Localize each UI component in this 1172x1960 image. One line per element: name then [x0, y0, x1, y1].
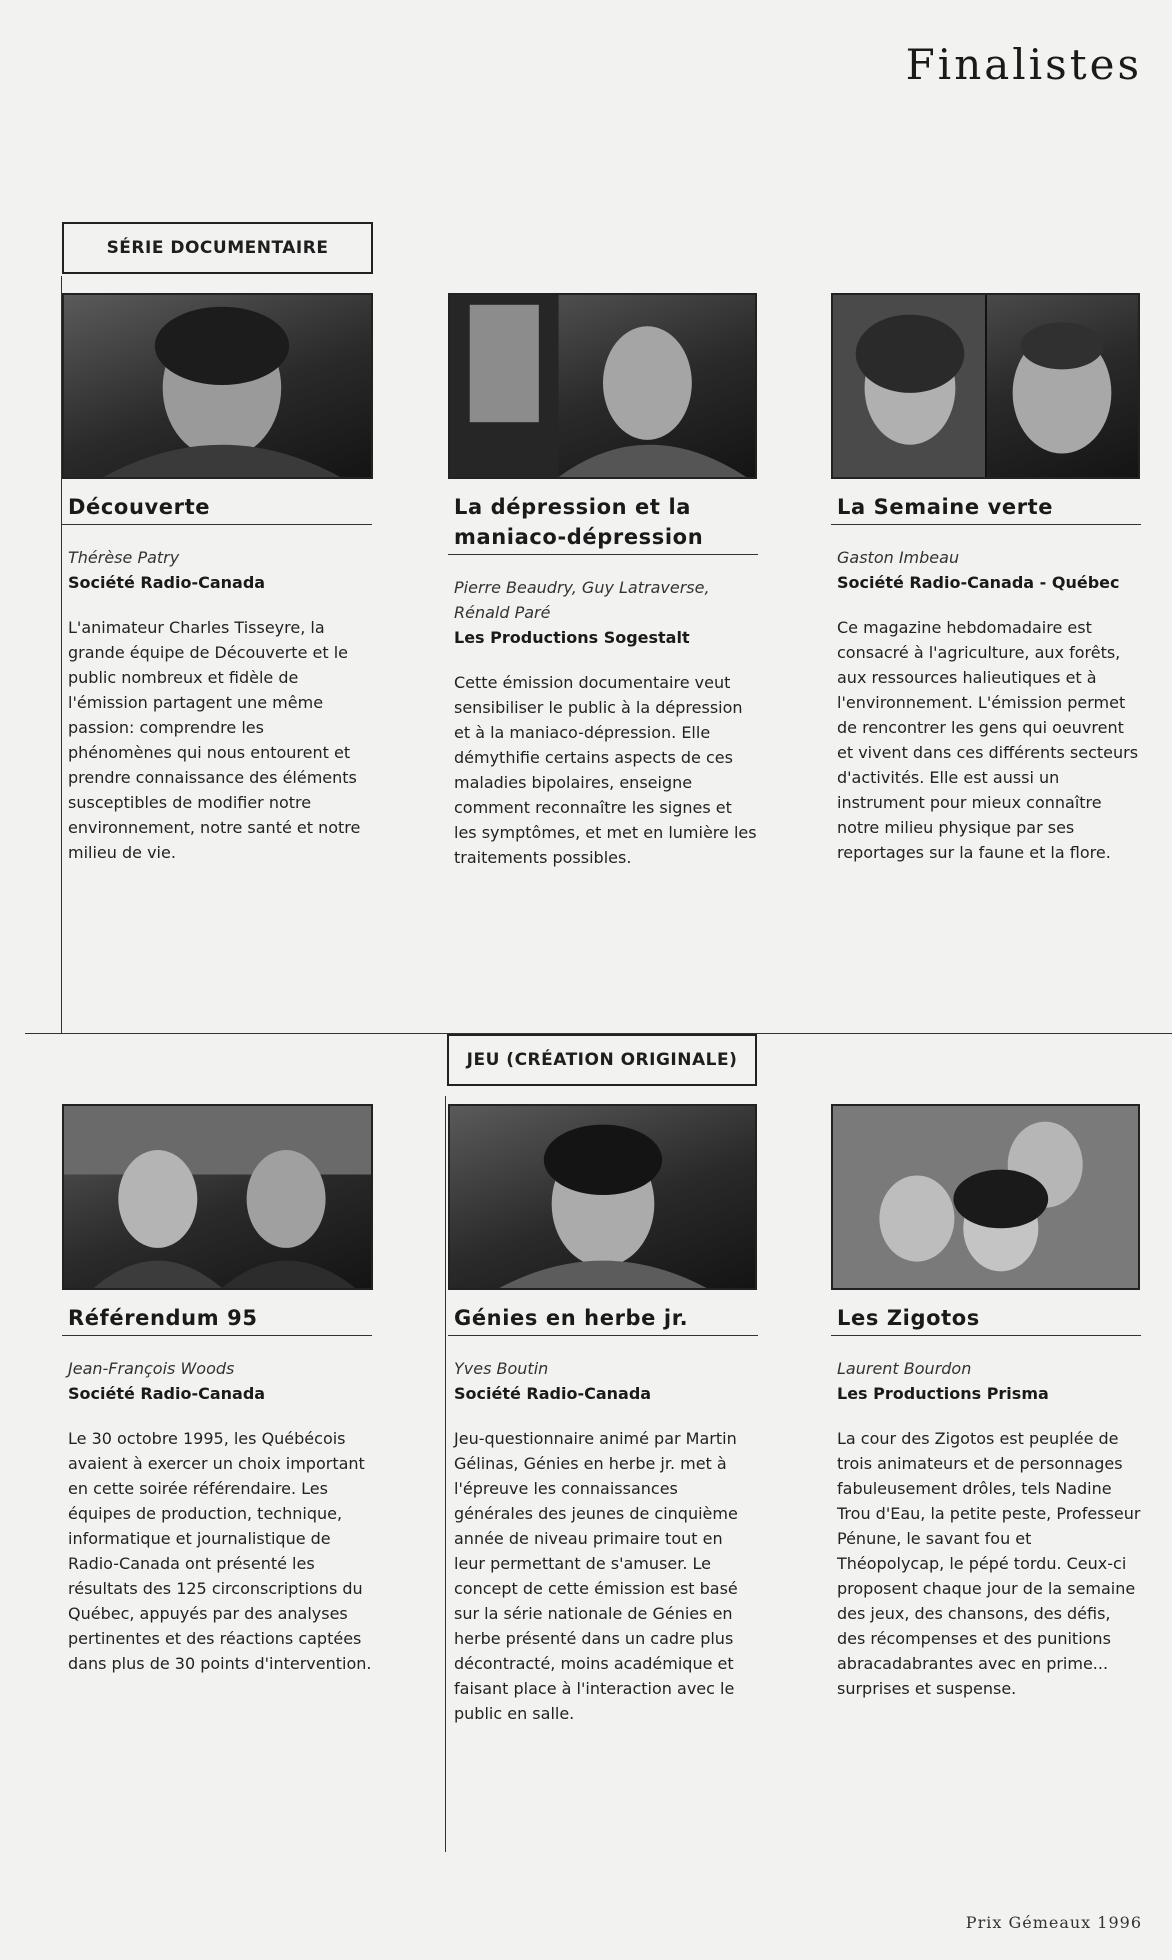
entry-zigotos — [831, 1303, 1141, 1701]
entry-photo-genies — [448, 1104, 757, 1290]
section-header-documentary: SÉRIE DOCUMENTAIRE — [62, 222, 373, 274]
entry-company: Les Productions Prisma — [837, 1384, 1049, 1403]
entry-company: Société Radio-Canada - Québec — [837, 573, 1120, 592]
page-title: Finalistes — [905, 40, 1142, 89]
entry-photo-depression — [448, 293, 757, 479]
entry-description: Jeu-questionnaire animé par Martin Gélinas, Génies en herbe jr. met à l'épreuve les connaissances générales des jeunes de cinquième année de niveau primaire tout en leur permettant de s'amuser. Le concept de cette émission est basé sur la série nationale de Génies en herbe présenté dans un cadre plus décontracté, moins académique et faisant place à l'interaction avec le public en salle. — [454, 1429, 738, 1723]
entry-referendum — [62, 1303, 372, 1676]
entry-title: Découverte — [62, 492, 372, 525]
entry-title: Les Zigotos — [831, 1303, 1141, 1336]
page-footer: Prix Gémeaux 1996 — [965, 1913, 1142, 1932]
entry-photo-decouverte — [62, 293, 373, 479]
entry-genies — [448, 1303, 758, 1726]
entry-title: Référendum 95 — [62, 1303, 372, 1336]
entry-authors: Thérèse Patry — [68, 548, 180, 567]
entry-company: Les Productions Sogestalt — [454, 628, 690, 647]
entry-decouverte — [62, 492, 372, 865]
entry-description: Ce magazine hebdomadaire est consacré à l'agriculture, aux forêts, aux ressources halieutiques et à l'environnement. L'émission permet de rencontrer les gens qui oeuvrent et vivent dans ces différents secteurs d'activités. Elle est aussi un instrument pour mieux connaître notre milieu physique par ses reportages sur la faune et la flore. — [837, 618, 1139, 862]
entry-authors: Yves Boutin — [454, 1359, 549, 1378]
entry-semaine-verte — [831, 492, 1141, 865]
entry-title: La dépression et la maniaco-dépression — [448, 492, 758, 555]
entry-photo-referendum — [62, 1104, 373, 1290]
entry-description: L'animateur Charles Tisseyre, la grande équipe de Découverte et le public nombreux et fidèle de l'émission partagent une même passion: comprendre les phénomènes qui nous entourent et prendre connaissance des éléments susceptibles de modifier notre environnement, notre santé et notre milieu de vie. — [68, 618, 361, 862]
entry-description: La cour des Zigotos est peuplée de trois animateurs et de personnages fabuleusement drôles, tels Nadine Trou d'Eau, la petite peste, Professeur Pénune, le savant fou et Théopolycap, le pépé tordu. Ceux-ci proposent chaque jour de la semaine des jeux, des chansons, des défis, des récompenses et des punitions abracadabrantes avec en prime... surprises et suspense. — [837, 1429, 1141, 1698]
entry-company: Société Radio-Canada — [454, 1384, 652, 1403]
entry-description: Cette émission documentaire veut sensibiliser le public à la dépression et à la maniaco-dépression. Elle démythifie certains aspects de ces maladies bipolaires, enseigne comment reconnaître les signes et les symptômes, et met en lumière les traitements possibles. — [454, 673, 757, 867]
entry-photo-zigotos — [831, 1104, 1140, 1290]
entry-company: Société Radio-Canada — [68, 573, 266, 592]
entry-authors: Pierre Beaudry, Guy Latraverse, Rénald Paré — [454, 578, 710, 622]
entry-authors: Laurent Bourdon — [837, 1359, 972, 1378]
entry-title: Génies en herbe jr. — [448, 1303, 758, 1336]
entry-company: Société Radio-Canada — [68, 1384, 266, 1403]
entry-description: Le 30 octobre 1995, les Québécois avaient à exercer un choix important en cette soirée référendaire. Les équipes de production, technique, informatique et journalistique de Radio-Canada ont présenté les résultats des 125 circonscriptions du Québec, appuyés par des analyses pertinentes et des réactions captées dans plus de 30 points d'intervention. — [68, 1429, 372, 1673]
entry-photo-semaine-verte — [831, 293, 1140, 479]
divider-vertical-middle — [445, 1096, 446, 1852]
entry-authors: Jean-François Woods — [68, 1359, 235, 1378]
entry-authors: Gaston Imbeau — [837, 548, 960, 567]
section-header-game: JEU (CRÉATION ORIGINALE) — [447, 1034, 757, 1086]
entry-title: La Semaine verte — [831, 492, 1141, 525]
entry-depression — [448, 492, 758, 870]
